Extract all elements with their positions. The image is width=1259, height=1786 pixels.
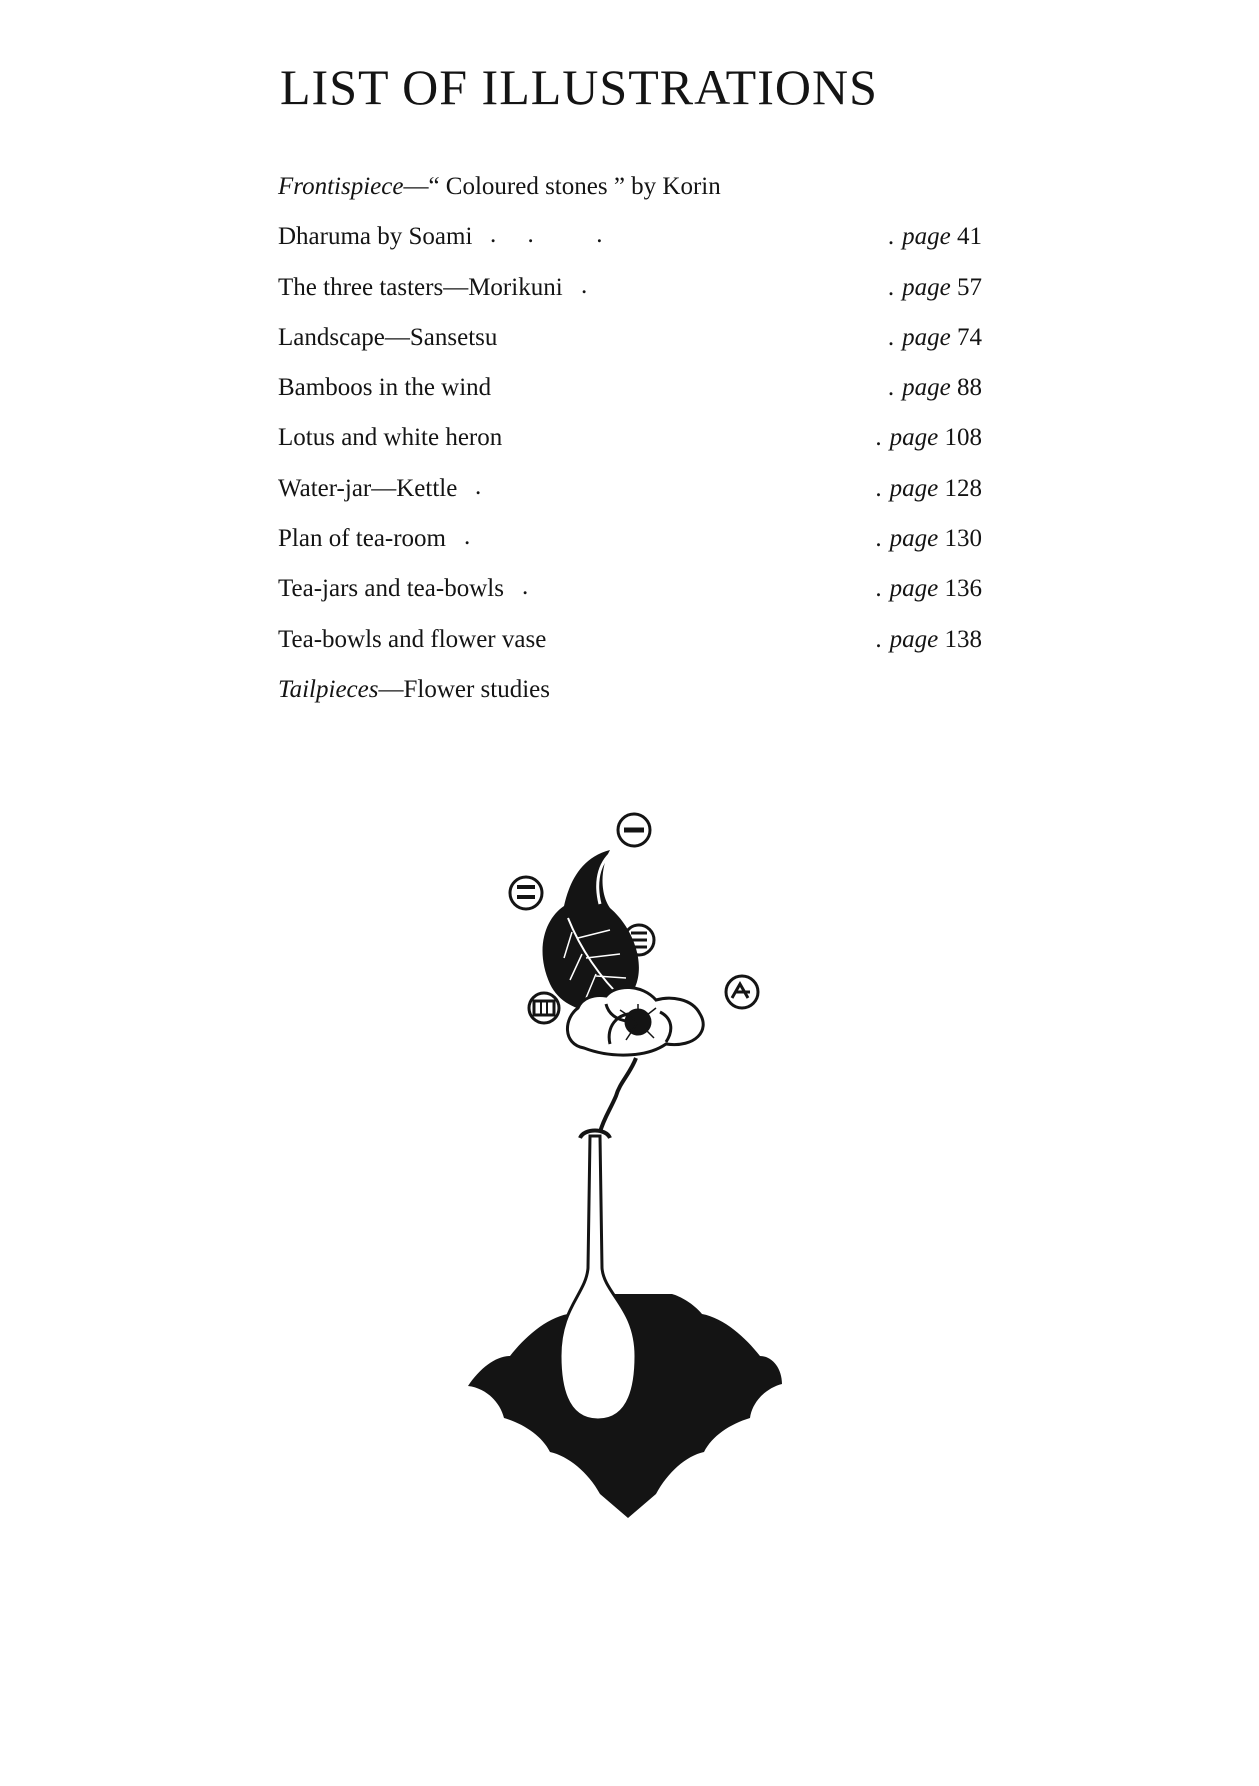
- entry-page-word: page: [902, 273, 951, 301]
- entry-leaders: . . .: [490, 221, 603, 249]
- entry-page-number: 130: [944, 525, 982, 553]
- list-item-tailpieces: [278, 671, 982, 721]
- frontispiece-text: “ Coloured stones ” by Korin: [428, 173, 721, 200]
- entry-page-ref: . page 74: [887, 323, 982, 351]
- vase-icon: [468, 1131, 782, 1519]
- entry-page-word: page: [889, 525, 939, 553]
- entry-title: Tea-bowls and flower vase: [278, 625, 547, 653]
- blossom-icon: [567, 987, 703, 1055]
- list-item: [278, 419, 982, 469]
- list-item: [278, 269, 982, 319]
- tailpieces-entry: [278, 677, 550, 702]
- entry-page-ref: . page 136: [875, 575, 982, 603]
- entry-page-ref: . page 108: [875, 424, 982, 452]
- entry-title: Plan of tea-room: [278, 525, 447, 553]
- entry-page-word: page: [902, 374, 951, 402]
- page-title: LIST OF ILLUSTRATIONS: [280, 59, 878, 115]
- entry-page-number: 88: [957, 374, 982, 402]
- entry-page-number: 57: [957, 273, 982, 301]
- tailpieces-label: Tailpieces: [278, 675, 379, 703]
- entry-page-word: page: [889, 474, 939, 502]
- entry-title: Dharuma by Soami: [278, 223, 473, 251]
- entry-page-number: 74: [957, 323, 982, 351]
- entry-page-ref: . page 88: [887, 374, 982, 402]
- list-item: [278, 570, 982, 620]
- stem-icon: [600, 1058, 636, 1132]
- entry-page-number: 108: [944, 424, 982, 452]
- entry-page-number: 138: [944, 625, 982, 653]
- entry-page-word: page: [889, 424, 939, 452]
- entry-title: Lotus and white heron: [278, 424, 503, 452]
- entry-title: Water-jar—Kettle: [278, 474, 458, 502]
- list-item: [278, 319, 982, 369]
- entry-page-word: page: [889, 575, 939, 603]
- list-item-frontispiece: [278, 168, 982, 218]
- entry-page-ref: . page 130: [875, 525, 982, 553]
- entry-title: The three tasters—Morikuni: [278, 273, 563, 301]
- list-item: [278, 470, 982, 520]
- entry-page-word: page: [902, 223, 951, 251]
- entry-leaders: .: [475, 472, 482, 500]
- list-item: [278, 621, 982, 671]
- illustrations-list: [278, 168, 982, 721]
- tailpieces-dash: —: [378, 675, 404, 703]
- entry-title: Landscape—Sansetsu: [278, 323, 498, 351]
- list-item: [278, 218, 982, 268]
- entry-page-ref: . page 41: [887, 223, 982, 251]
- entry-title: Bamboos in the wind: [278, 374, 492, 402]
- frontispiece-entry: [278, 174, 721, 199]
- entry-leaders: .: [581, 271, 588, 299]
- entry-page-word: page: [902, 323, 951, 351]
- frontispiece-label: Frontispiece: [278, 173, 404, 200]
- entry-page-ref: . page 138: [875, 625, 982, 653]
- entry-page-word: page: [889, 625, 939, 653]
- entry-title: Tea-jars and tea-bowls: [278, 575, 504, 603]
- entry-leaders: .: [522, 573, 529, 601]
- entry-leaders: .: [464, 523, 471, 551]
- list-item: [278, 520, 982, 570]
- entry-page-ref: . page 57: [887, 273, 982, 301]
- entry-page-number: 136: [944, 575, 982, 603]
- entry-page-number: 128: [944, 474, 982, 502]
- tailpieces-text: Flower studies: [403, 675, 550, 703]
- entry-rows: [278, 218, 982, 671]
- flower-vase-illustration: [460, 808, 790, 1520]
- entry-page-ref: . page 128: [875, 474, 982, 502]
- list-item: [278, 369, 982, 419]
- frontispiece-dash: —: [403, 173, 429, 200]
- entry-page-number: 41: [957, 223, 982, 251]
